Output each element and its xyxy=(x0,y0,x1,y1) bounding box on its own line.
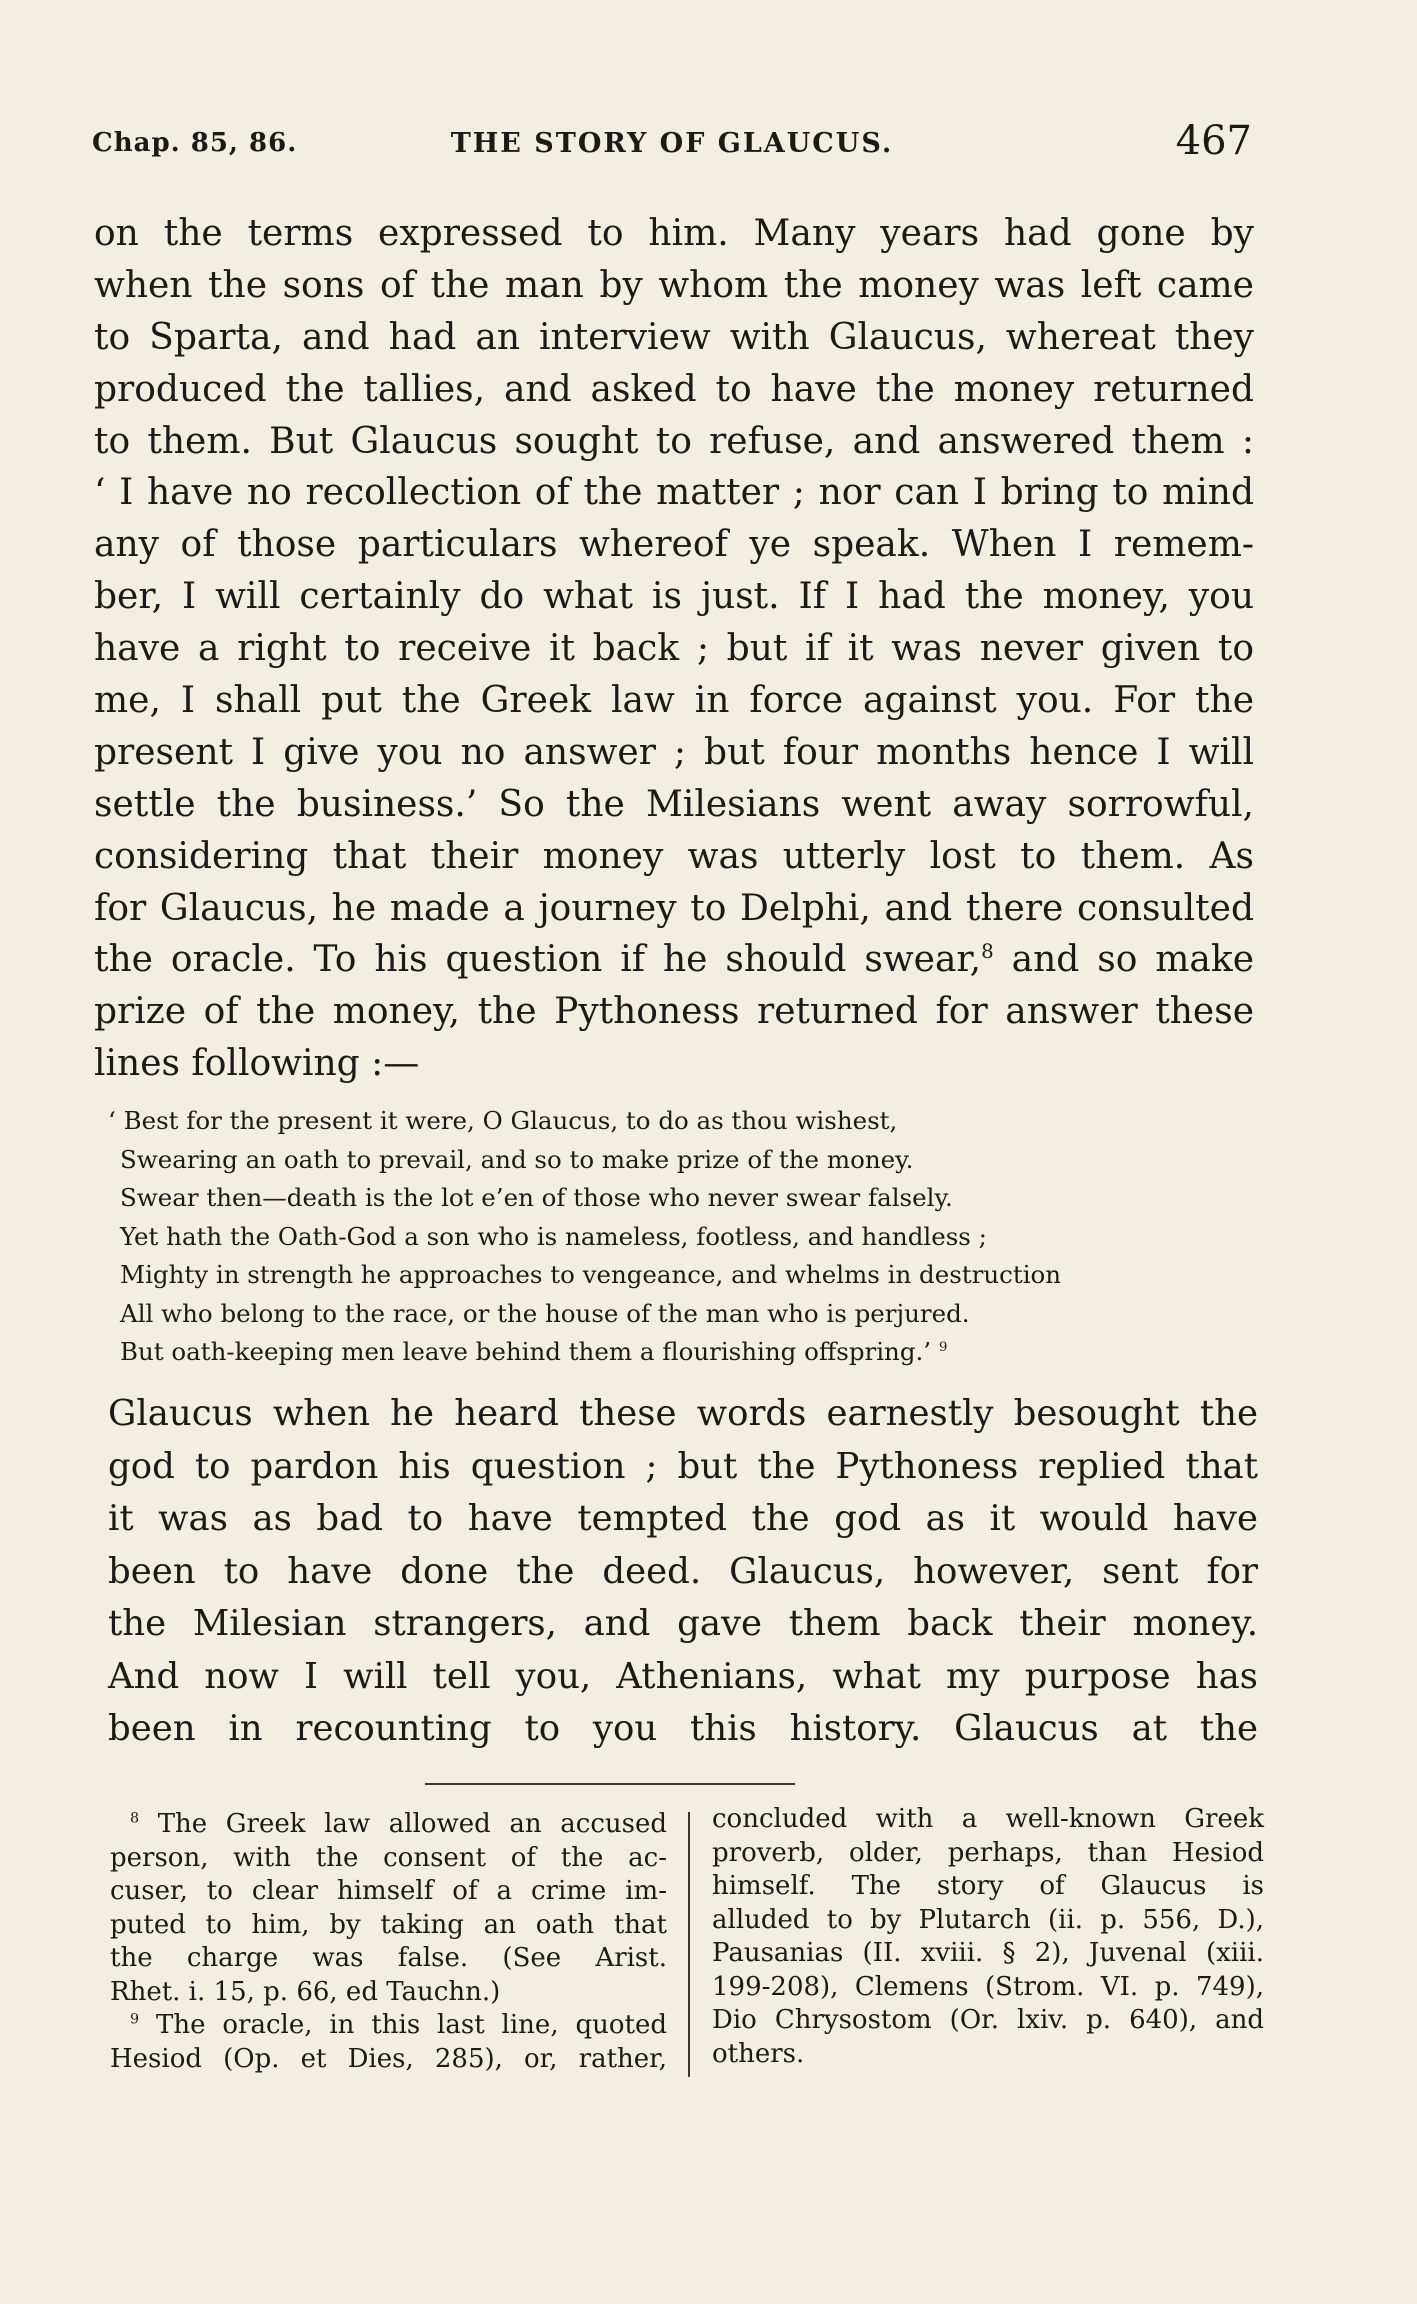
footnote-line: Pausanias (II. xviii. § 2), Juvenal (xiii. xyxy=(712,1938,1264,1968)
text-line: the Milesian strangers, and gave them back their money. xyxy=(108,1603,1258,1644)
text-segment: The oracle, in this last line, quoted xyxy=(156,2010,667,2040)
text-line: when the sons of the man by whom the money was left came xyxy=(94,264,1254,306)
text-line: been in recounting to you this history. Glaucus at the xyxy=(108,1708,1258,1749)
footnote-number-9: 9 xyxy=(130,2011,140,2028)
text-line: present I give you no answer ; but four months hence I will xyxy=(94,731,1254,773)
verse-line xyxy=(120,1333,1230,1372)
footnote-line: Rhet. i. 15, p. 66, ed Tauchn.) xyxy=(110,1976,501,2007)
verse-line: All who belong to the race, or the house of the man who is perjured. xyxy=(120,1298,970,1328)
verse-line: Swear then—death is the lot e’en of those who never swear falsely. xyxy=(120,1183,953,1212)
main-text xyxy=(94,208,1254,1090)
footnote-line: proverb, older, perhaps, than Hesiod xyxy=(712,1837,1264,1868)
text-line: lines following :— xyxy=(94,1043,420,1085)
text-line: god to pardon his question ; but the Pythoness replied that xyxy=(108,1445,1258,1487)
footnote-line: puted to him, by taking an oath that xyxy=(110,1909,667,1940)
footnote-line: cuser, to clear himself of a crime im- xyxy=(110,1876,667,1906)
text-segment: and so make xyxy=(993,939,1254,981)
verse-line: Mighty in strength he approaches to vengeance, and whelms in destruction xyxy=(120,1260,1062,1289)
footnotes-left-column xyxy=(110,1808,667,2076)
page-title: THE STORY OF GLAUCUS. xyxy=(450,128,894,159)
text-line: And now I will tell you, Athenians, what my purpose has xyxy=(108,1655,1258,1697)
verse-line: ‘ Best for the present it were, O Glaucus, to do as thou wishest, xyxy=(108,1106,898,1135)
text-line: prize of the money, the Pythoness returned for answer these xyxy=(94,991,1254,1033)
text-line: for Glaucus, he made a journey to Delphi, and there consulted xyxy=(94,887,1254,929)
chapter-ref: Chap. 85, 86. xyxy=(92,128,298,158)
text-line: have a right to receive it back ; but if it was never given to xyxy=(94,628,1254,670)
footnote-line: others. xyxy=(712,2038,805,2069)
verse-line: Swearing an oath to prevail, and so to make prize of the money. xyxy=(120,1144,914,1174)
footnote-line xyxy=(110,2009,667,2043)
text-line: Glaucus when he heard these words earnestly besought the xyxy=(108,1393,1258,1434)
footnote-line: alluded to by Plutarch (ii. p. 556, D.), xyxy=(712,1904,1264,1935)
column-divider xyxy=(688,1812,690,2077)
text-line: to Sparta, and had an interview with Glaucus, whereat they xyxy=(94,316,1254,358)
footnote-number-8: 8 xyxy=(130,1810,140,1827)
footnote-line: himself. The story of Glaucus is xyxy=(712,1871,1264,1901)
text-line: ‘ I have no recollection of the matter ; nor can I bring to mind xyxy=(94,472,1254,514)
text-line: any of those particulars whereof ye speak. When I remem- xyxy=(94,524,1254,566)
running-header xyxy=(92,118,1252,178)
oracle-verse xyxy=(108,1102,1230,1372)
footnote-separator xyxy=(425,1783,795,1785)
text-line: on the terms expressed to him. Many years had gone by xyxy=(94,213,1254,254)
footnote-line xyxy=(110,1808,667,1842)
text-line: to them. But Glaucus sought to refuse, and answered them : xyxy=(94,420,1254,462)
footnote-ref-8: 8 xyxy=(981,940,994,964)
text-line: settle the business.’ So the Milesians went away sorrowful, xyxy=(94,783,1254,825)
footnote-line: Dio Chrysostom (Or. lxiv. p. 640), and xyxy=(712,2005,1264,2035)
text-segment: But oath-keeping men leave behind them a flourishing offspring.’ xyxy=(120,1337,932,1366)
footnote-line: 199-208), Clemens (Strom. VI. p. 749), xyxy=(712,1971,1264,2002)
footnote-line: the charge was false. (See Arist. xyxy=(110,1943,667,1973)
footnote-ref-9: 9 xyxy=(938,1338,948,1355)
text-line: it was as bad to have tempted the god as it would have xyxy=(108,1498,1258,1539)
text-line: ber, I will certainly do what is just. If I had the money, you xyxy=(94,576,1254,618)
page-number: 467 xyxy=(1175,118,1252,164)
text-line: me, I shall put the Greek law in force against you. For the xyxy=(94,680,1254,722)
footnote-line: person, with the consent of the ac- xyxy=(110,1842,667,1873)
text-segment: the oracle. To his question if he should swear, xyxy=(94,939,982,981)
footnote-line: Hesiod (Op. et Dies, 285), or, rather, xyxy=(110,2043,667,2074)
continued-text xyxy=(108,1388,1258,1756)
text-line: produced the tallies, and asked to have the money returned xyxy=(94,368,1254,410)
text-line: been to have done the deed. Glaucus, however, sent for xyxy=(108,1550,1258,1592)
text-line: considering that their money was utterly lost to them. As xyxy=(94,835,1254,877)
verse-line: Yet hath the Oath-God a son who is nameless, footless, and handless ; xyxy=(120,1221,987,1251)
footnote-line: concluded with a well-known Greek xyxy=(712,1804,1264,1834)
footnotes-right-column xyxy=(712,1803,1264,2071)
text-line xyxy=(94,934,1254,986)
text-segment: The Greek law allowed an accused xyxy=(157,1809,667,1839)
